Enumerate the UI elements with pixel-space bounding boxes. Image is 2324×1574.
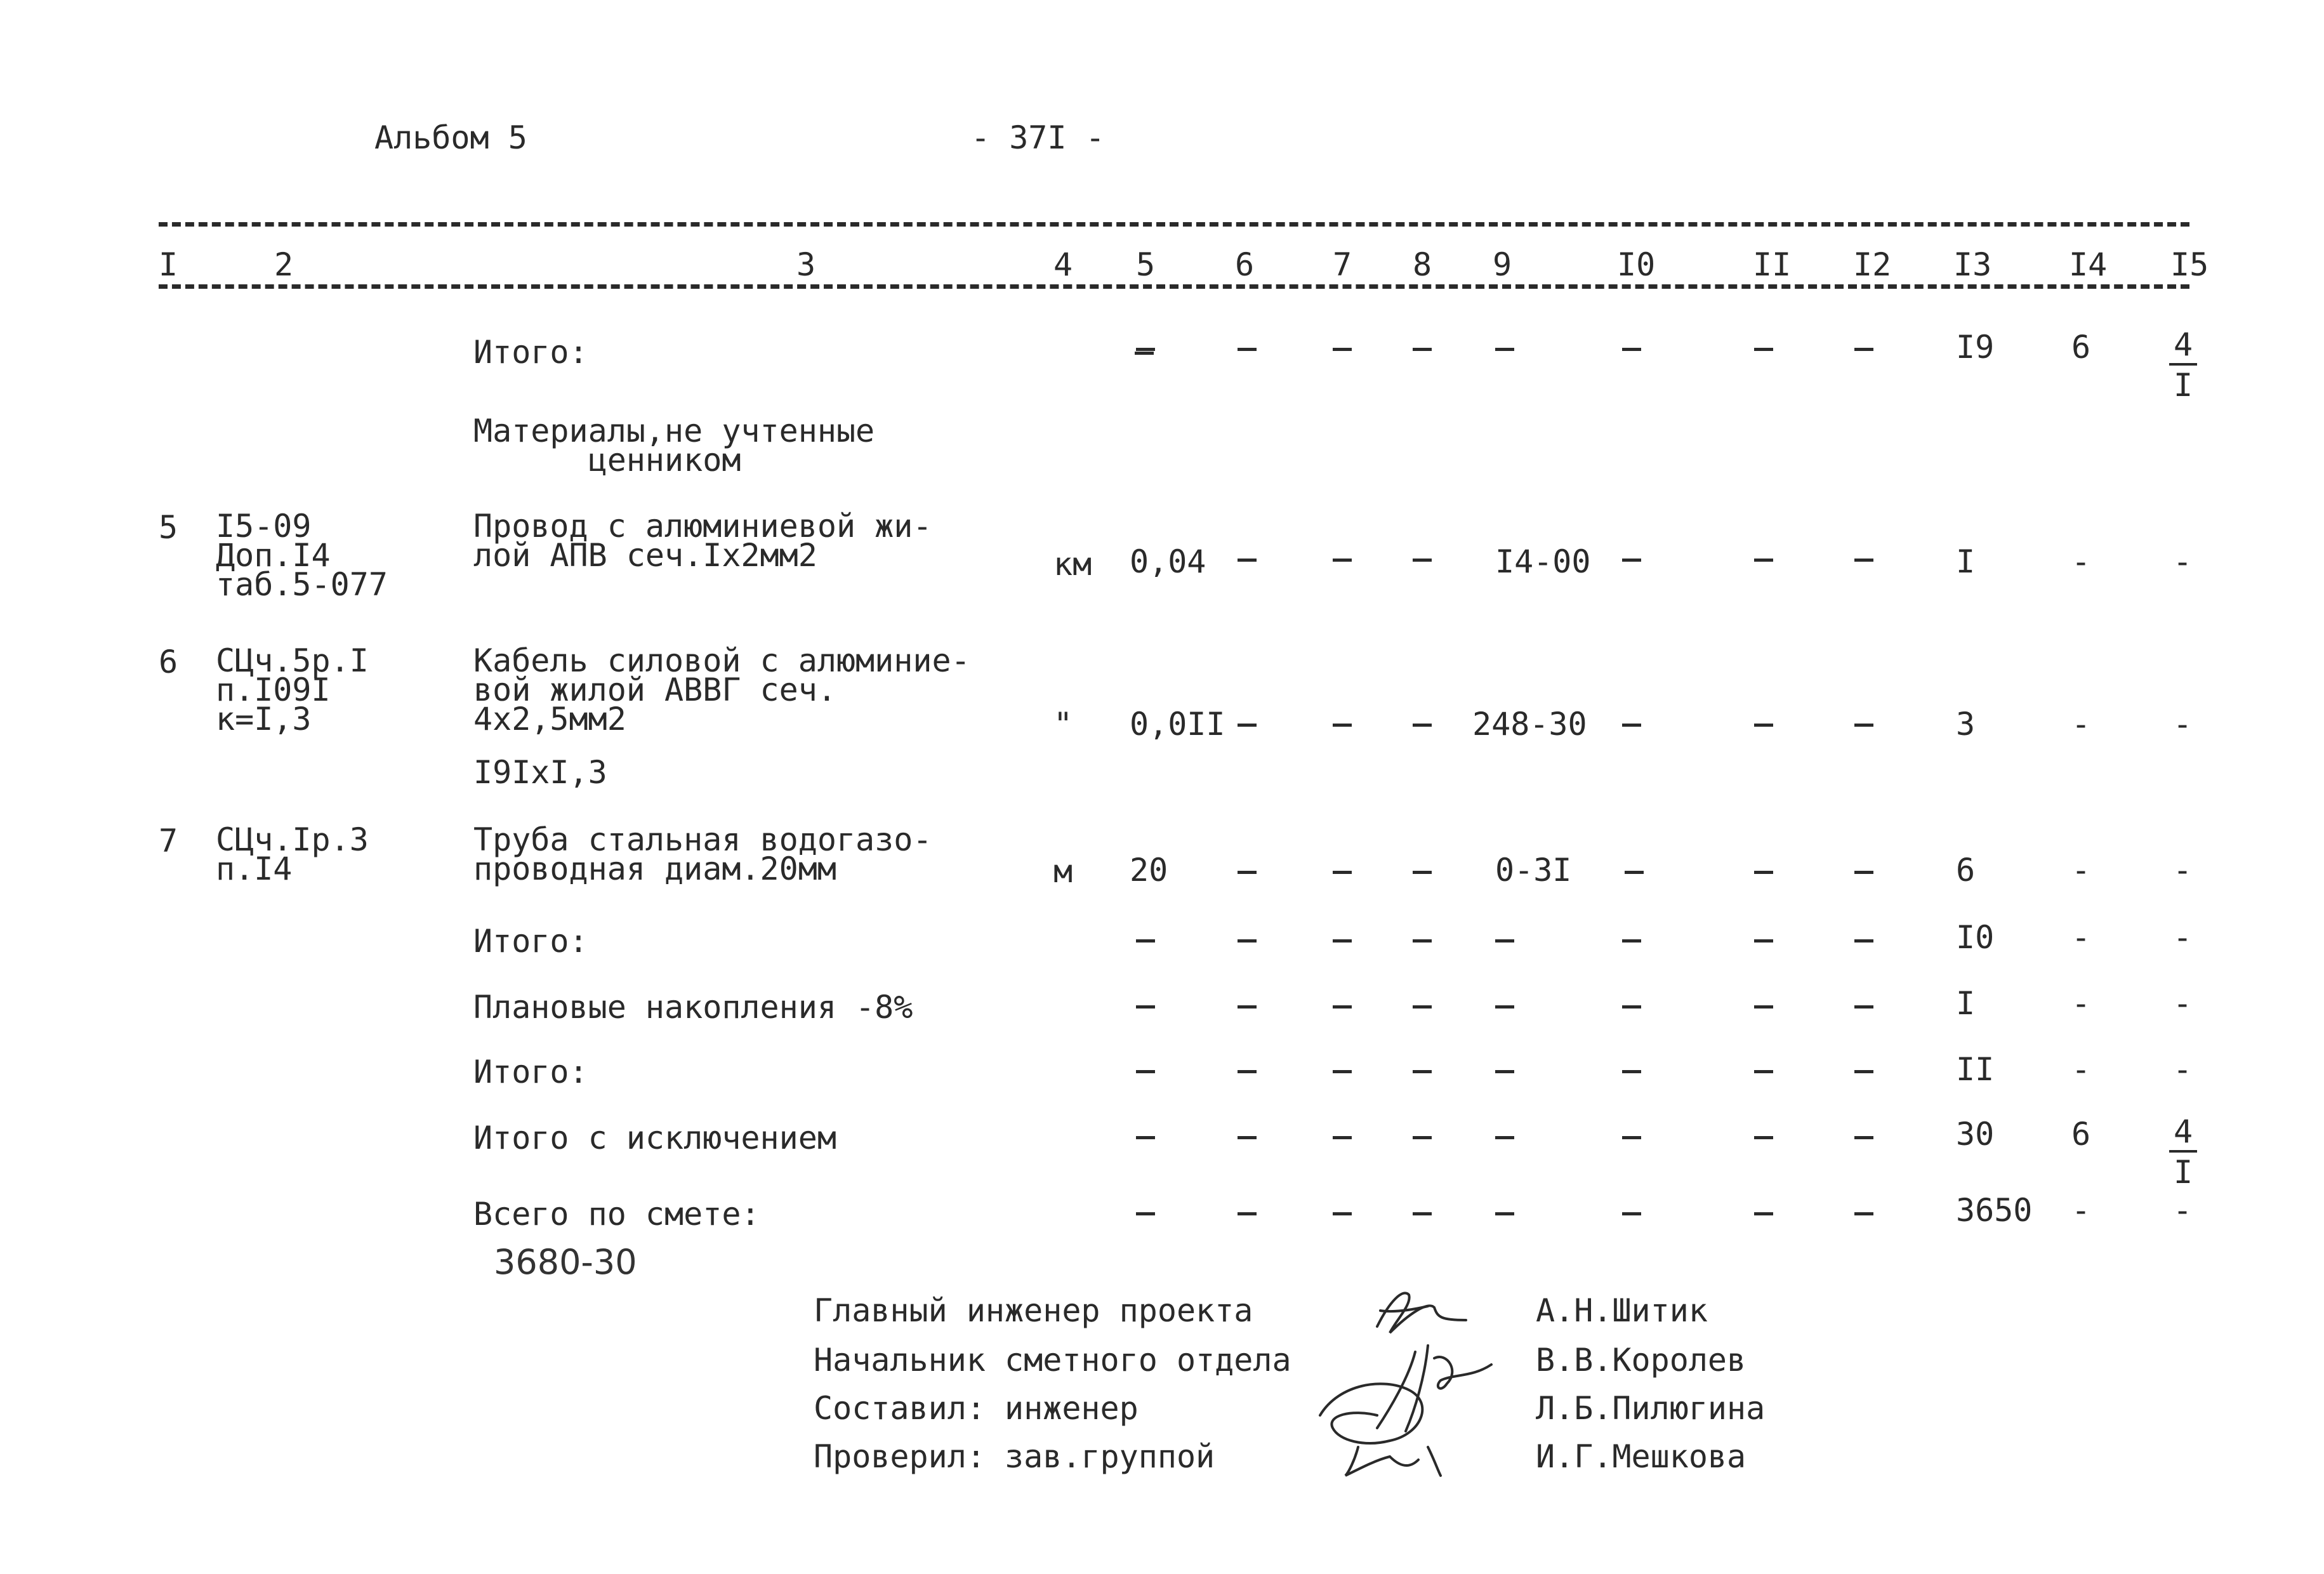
dash-cell xyxy=(1238,348,1257,351)
dash-cell xyxy=(1622,348,1641,351)
col13-value: 30 xyxy=(1956,1116,1995,1153)
col15-value: - xyxy=(2173,706,2193,743)
dash-cell xyxy=(1413,1070,1432,1073)
price-value: I4-00 xyxy=(1495,543,1591,580)
signer-title: Составил: инженер xyxy=(814,1390,1139,1427)
dash-cell xyxy=(1413,724,1432,727)
dash-cell xyxy=(1854,1212,1873,1215)
dash-cell xyxy=(1622,559,1641,562)
dash-cell xyxy=(1136,1005,1155,1009)
col15-value: - xyxy=(2173,919,2193,956)
signer-name: В.В.Королев xyxy=(1536,1342,1746,1379)
col15-value: - xyxy=(2173,543,2193,580)
dash-cell xyxy=(1238,1005,1257,1009)
fraction-numerator: 4 xyxy=(2169,1116,2197,1153)
col13-value: 6 xyxy=(1956,852,1976,889)
col-header-14: I4 xyxy=(2069,246,2108,283)
dash-cell xyxy=(1854,559,1873,562)
dash-cell xyxy=(1413,348,1432,351)
col14-value: - xyxy=(2071,706,2091,743)
fraction-numerator: 4 xyxy=(2169,329,2197,366)
row-note: I9IхI,3 xyxy=(473,754,607,791)
dash-cell xyxy=(1754,724,1773,727)
dash-cell xyxy=(1622,1136,1641,1139)
dash-cell xyxy=(1854,871,1873,874)
dash-cell xyxy=(1413,1136,1432,1139)
signer-title: Начальник сметного отдела xyxy=(814,1342,1291,1379)
dash-cell xyxy=(1333,1136,1352,1139)
col-header-5: 5 xyxy=(1136,246,1156,283)
dash-cell xyxy=(1136,1136,1155,1139)
dash-cell xyxy=(1754,871,1773,874)
dash-cell xyxy=(1136,939,1155,942)
dash-cell xyxy=(1333,1070,1352,1073)
unit-value: " xyxy=(1053,706,1073,743)
col-header-8: 8 xyxy=(1413,246,1432,283)
dash-cell xyxy=(1495,1070,1514,1073)
dash-cell xyxy=(1413,1212,1432,1215)
row-number: 7 xyxy=(159,823,178,859)
dash-cell xyxy=(1854,348,1873,351)
col-header-12: I2 xyxy=(1853,246,1892,283)
row-label: Всего по смете: xyxy=(473,1196,760,1233)
row-label: Итого: xyxy=(473,1054,588,1090)
page-number: - 37I - xyxy=(971,119,1105,156)
col-header-11: II xyxy=(1753,246,1792,283)
dash-cell xyxy=(1238,939,1257,942)
dash-cell xyxy=(1413,1005,1432,1009)
dash-cell xyxy=(1622,1212,1641,1215)
col14-value: - xyxy=(2071,919,2091,956)
col-header-7: 7 xyxy=(1333,246,1352,283)
dash-cell xyxy=(1136,1070,1155,1073)
dash-cell xyxy=(1238,1136,1257,1139)
handwritten-total: 3680-30 xyxy=(494,1242,637,1282)
dash-cell xyxy=(1625,871,1644,874)
row-code: СЦч.5р.I п.I09I к=I,3 xyxy=(216,642,369,737)
fraction-denominator: I xyxy=(2173,1154,2193,1191)
dash-cell xyxy=(1854,1136,1873,1139)
row-label: Кабель силовой с алюминие- вой жилой АВВГ сеч. 4х2,5мм2 xyxy=(473,642,970,737)
col14-value: - xyxy=(2071,852,2091,889)
dash-cell xyxy=(1136,1212,1155,1215)
col15-value: - xyxy=(2173,1051,2193,1088)
col-header-15: I5 xyxy=(2170,246,2209,283)
col15-value: - xyxy=(2173,852,2193,889)
row-label: Итого с исключением xyxy=(473,1120,836,1156)
album-label: Альбом 5 xyxy=(374,119,527,156)
dash-cell xyxy=(1854,724,1873,727)
dash-cell xyxy=(1622,1005,1641,1009)
col14-value: - xyxy=(2071,1051,2091,1088)
dash-cell xyxy=(1238,1212,1257,1215)
handwritten-signatures xyxy=(1282,1257,1542,1491)
row-code: СЦч.Iр.3 п.I4 xyxy=(216,821,369,887)
row-label: Провод с алюминиевой жи- лой АПВ сеч.Iх2мм2 xyxy=(473,508,932,574)
dash-cell xyxy=(1754,348,1773,351)
col-header-9: 9 xyxy=(1493,246,1512,283)
dash-cell xyxy=(1333,348,1352,351)
dash-cell xyxy=(1333,1212,1352,1215)
unit-value: км xyxy=(1053,546,1092,583)
dash-cell xyxy=(1854,1005,1873,1009)
col-header-4: 4 xyxy=(1053,246,1073,283)
row-label: Материалы,не учтенные ценником xyxy=(473,413,875,479)
row-label: Труба стальная водогазо- проводная диам.20мм xyxy=(473,821,932,887)
signer-name: И.Г.Мешкова xyxy=(1536,1438,1746,1475)
dash-cell xyxy=(1754,559,1773,562)
dash-cell xyxy=(1495,1005,1514,1009)
top-rule xyxy=(159,222,2189,227)
fraction-denominator: I xyxy=(2173,367,2193,404)
dash-cell xyxy=(1754,1136,1773,1139)
col-header-13: I3 xyxy=(1953,246,1992,283)
dash-cell xyxy=(1333,871,1352,874)
col14-value: 6 xyxy=(2071,329,2091,366)
col13-value: I xyxy=(1956,543,1976,580)
row-number: 5 xyxy=(159,509,178,546)
dash-cell xyxy=(1854,939,1873,942)
dash-cell xyxy=(1333,559,1352,562)
col13-value: 3 xyxy=(1956,706,1976,743)
dash-cell xyxy=(1135,335,1154,367)
dash-cell xyxy=(1754,939,1773,942)
col-header-1: I xyxy=(159,246,178,283)
dash-cell xyxy=(1754,1070,1773,1073)
dash-cell xyxy=(1238,871,1257,874)
dash-cell xyxy=(1413,559,1432,562)
col13-value: 3650 xyxy=(1956,1192,2033,1229)
col15-value: - xyxy=(2173,1192,2193,1229)
dash-cell xyxy=(1495,348,1514,351)
dash-cell xyxy=(1495,1136,1514,1139)
col13-value: I0 xyxy=(1956,919,1995,956)
col14-value: - xyxy=(2071,543,2091,580)
unit-value: м xyxy=(1053,853,1073,890)
signer-name: А.Н.Шитик xyxy=(1536,1292,1708,1329)
col15-fraction xyxy=(2169,1113,2197,1191)
dash-cell xyxy=(1495,1212,1514,1215)
row-label: Итого: xyxy=(473,334,588,371)
col-header-2: 2 xyxy=(274,246,294,283)
price-value: 0-3I xyxy=(1495,852,1572,889)
dash-cell xyxy=(1413,871,1432,874)
dash-cell xyxy=(1238,1070,1257,1073)
price-value: 248-30 xyxy=(1472,706,1587,743)
col13-value: I9 xyxy=(1956,329,1995,366)
dash-cell xyxy=(1622,724,1641,727)
signer-title: Главный инженер проекта xyxy=(814,1292,1253,1329)
dash-cell xyxy=(1622,939,1641,942)
quantity-value: 0,04 xyxy=(1130,543,1206,580)
col14-value: - xyxy=(2071,985,2091,1022)
quantity-value: 20 xyxy=(1130,852,1168,889)
dash-cell xyxy=(1238,559,1257,562)
dash-cell xyxy=(1854,1070,1873,1073)
col15-value: - xyxy=(2173,985,2193,1022)
dash-cell xyxy=(1136,348,1155,351)
dash-cell xyxy=(1333,939,1352,942)
signer-title: Проверил: зав.группой xyxy=(814,1438,1215,1475)
col-header-3: 3 xyxy=(796,246,816,283)
row-code: I5-09 Доп.I4 таб.5-077 xyxy=(216,508,388,603)
dash-cell xyxy=(1333,1005,1352,1009)
col14-value: 6 xyxy=(2071,1116,2091,1153)
row-label: Итого: xyxy=(473,923,588,960)
dash-cell xyxy=(1622,1070,1641,1073)
col13-value: I xyxy=(1956,985,1976,1022)
dash-cell xyxy=(1238,724,1257,727)
col14-value: - xyxy=(2071,1192,2091,1229)
dash-cell xyxy=(1495,939,1514,942)
col-header-6: 6 xyxy=(1235,246,1255,283)
dash-cell xyxy=(1754,1005,1773,1009)
col15-fraction xyxy=(2169,326,2197,404)
signer-name: Л.Б.Пилюгина xyxy=(1536,1390,1766,1427)
row-label: Плановые накопления -8% xyxy=(473,989,913,1026)
row-number: 6 xyxy=(159,644,178,680)
quantity-value: 0,0II xyxy=(1130,706,1225,743)
header-bottom-rule xyxy=(159,284,2189,289)
col-header-10: I0 xyxy=(1617,246,1656,283)
dash-cell xyxy=(1413,939,1432,942)
dash-cell xyxy=(1754,1212,1773,1215)
col13-value: II xyxy=(1956,1051,1995,1088)
dash-cell xyxy=(1333,724,1352,727)
